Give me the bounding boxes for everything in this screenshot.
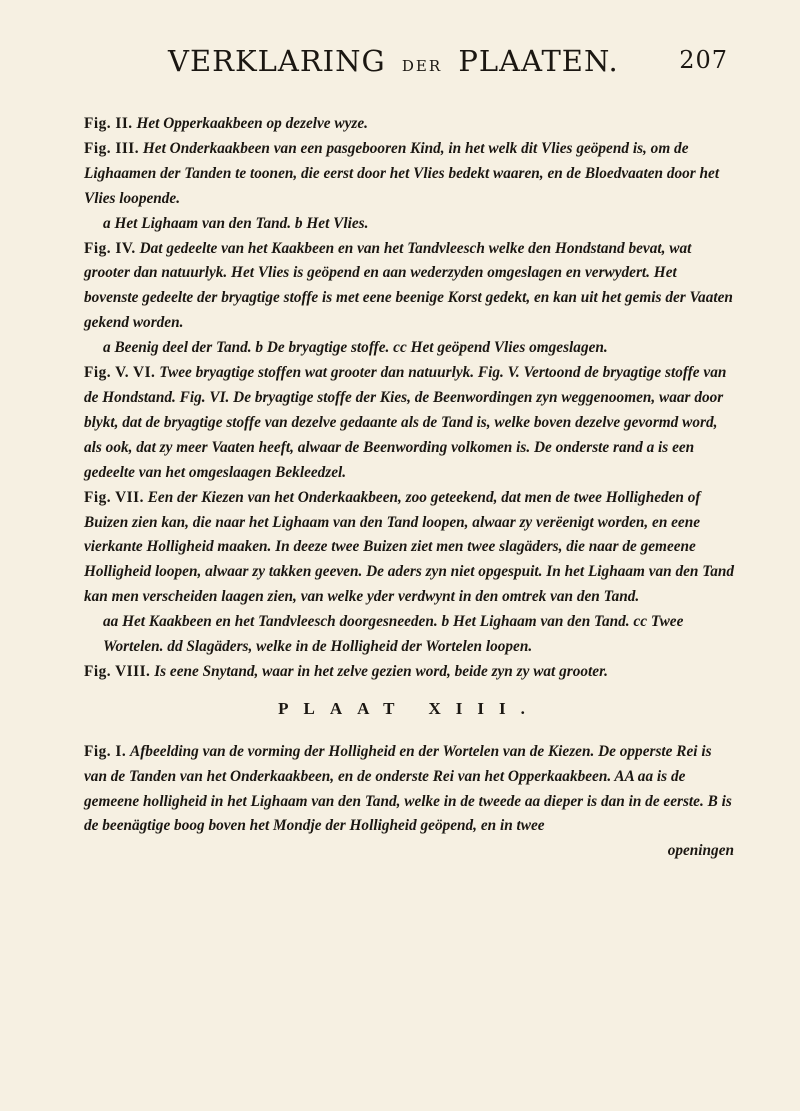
entry-text: a Beenig deel der Tand. b De bryagtige stoffe. cc Het geöpend Vlies omgeslagen. xyxy=(103,339,608,357)
entry-label: Fig. VIII. xyxy=(84,662,151,680)
entry-fig-8 xyxy=(84,660,734,685)
entry-fig-5-6 xyxy=(84,361,734,486)
entry-fig-3 xyxy=(84,137,734,212)
entry-text: Een der Kiezen van het Onderkaakbeen, zoo geteekend, dat men de twee Holligheden of Buizen zien kan, die naar het Lighaam van den Tand loopen, alwaar zy verëenigt worden, en eene vierkante Holligheid maaken. In deeze twee Buizen ziet men twee slagäders, die naar de gemeene Holligheid loopen, alwaar zy takken geeven. De aders zyn niet opgespuit. In het Lighaam van den Tand kan men verscheiden laagen zien, van welke yder verdwynt in den omtrek van den Tand. xyxy=(84,488,734,606)
header-title-part2: PLAATEN. xyxy=(458,44,619,78)
header-title-small: DER xyxy=(401,57,443,75)
entry-label: Fig. VII. xyxy=(84,488,144,506)
header-title-part1: VERKLARING xyxy=(168,44,386,78)
entry-legend-7 xyxy=(84,610,734,660)
entry-text: aa Het Kaakbeen en het Tandvleesch doorgesneeden. b Het Lighaam van den Tand. cc Twee Wortelen. dd Slagäders, welke in de Holligheid der Wortelen loopen. xyxy=(103,613,684,656)
entry-label: Fig. V. VI. xyxy=(84,364,156,382)
page-body xyxy=(84,112,734,864)
entry-label: Fig. IV. xyxy=(84,239,136,257)
entry-text: a Het Lighaam van den Tand. b Het Vlies. xyxy=(103,214,369,232)
entry-text: Dat gedeelte van het Kaakbeen en van het Tandvleesch welke den Hondstand bevat, wat grooter dan natuurlyk. Het Vlies is geöpend en aan wederzyden omgeslagen en verwydert. Het bovenste gedeelte der bryagtige stoffe is met eene beenige Korst gedekt, en kan uit het gemis der Vaaten gekend worden. xyxy=(84,239,733,332)
entry-plate13-fig-1 xyxy=(84,740,734,840)
catchword xyxy=(84,839,734,864)
entry-text: Het Opperkaakbeen op dezelve wyze. xyxy=(136,115,368,132)
entry-fig-4 xyxy=(84,237,734,337)
page-number: 207 xyxy=(679,46,728,74)
entry-label: Fig. I. xyxy=(84,742,127,760)
catchword-text: openingen xyxy=(667,842,734,860)
entry-legend-4 xyxy=(84,336,734,361)
entry-text: Is eene Snytand, waar in het zelve gezien word, beide zyn zy wat grooter. xyxy=(154,662,608,680)
entry-legend-3 xyxy=(84,212,734,237)
entry-fig-2 xyxy=(84,112,734,137)
entry-text: Twee bryagtige stoffen wat grooter dan natuurlyk. Fig. V. Vertoond de bryagtige stoffe van de Hondstand. Fig. VI. De bryagtige stoffe der Kies, de Beenwordingen zyn weggenoomen, waar door blykt, dat de bryagtige stoffe van dezelve gedaante als de Tand is, welke boven dezelve gevormd word, als ook, dat zy meer Vaaten heeft, alwaar de Beenwording volkomen is. De onderste rand a is een gedeelte van het omgeslaagen Bekleedzel. xyxy=(84,364,727,481)
running-header xyxy=(168,44,728,78)
entry-text: Afbeelding van de vorming der Holligheid en der Wortelen van de Kiezen. De opperste Rei is van de Tanden van het Onderkaakbeen, en de onderste Rei van het Opperkaakbeen. AA aa is de gemeene holligheid in het Lighaam van den Tand, welke in de tweede aa dieper is dan in de eerste. B is de beenägtige boog boven het Mondje der Holligheid geöpend, en in twee xyxy=(84,742,732,835)
entry-label: Fig. III. xyxy=(84,139,140,157)
entry-label: Fig. II. xyxy=(84,115,133,132)
plate-heading: PLAAT XIII. xyxy=(278,698,540,718)
entry-text: Het Onderkaakbeen van een pasgebooren Kind, in het welk dit Vlies geöpend is, om de Lighaamen der Tanden te toonen, die eerst door het Vlies bedekt waaren, en de Bloedvaaten door het Vlies loopende. xyxy=(84,139,720,207)
entry-fig-7 xyxy=(84,486,734,611)
